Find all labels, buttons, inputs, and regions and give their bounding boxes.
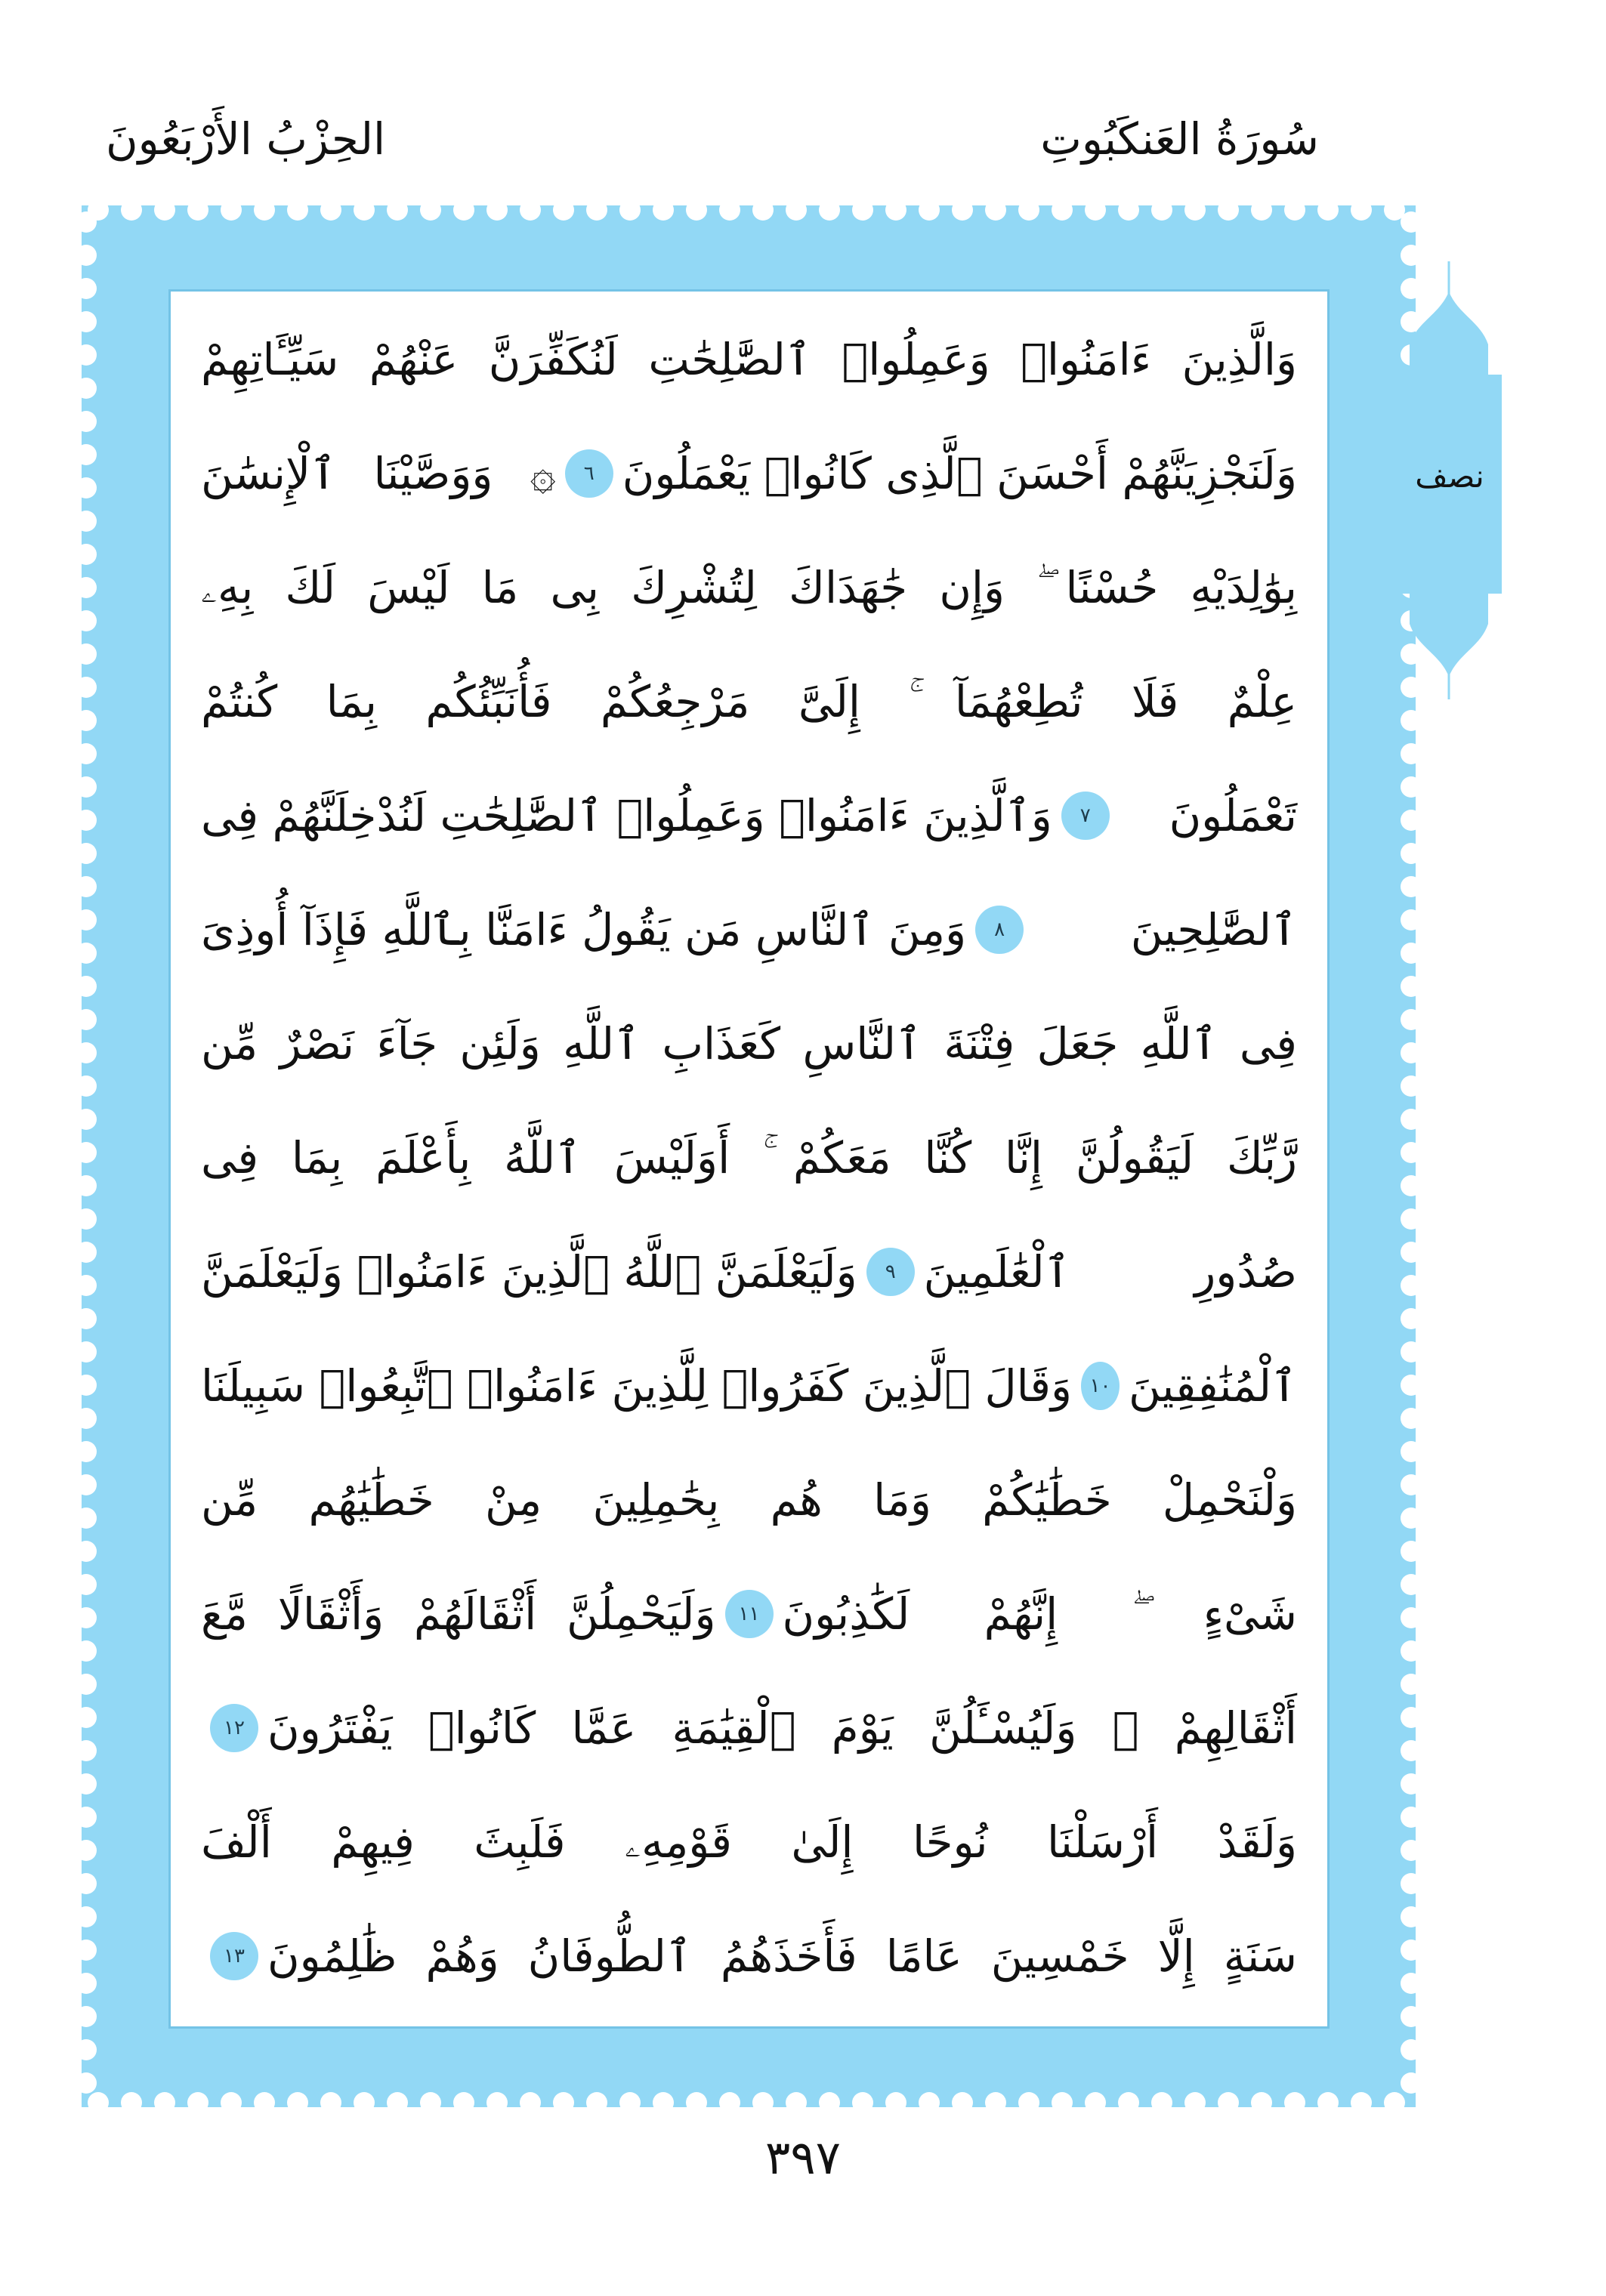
verse-line — [201, 1557, 1297, 1671]
frame-scallop — [1401, 976, 1416, 997]
frame-scallop — [82, 444, 97, 465]
frame-scallop — [82, 876, 97, 897]
frame-scallop — [1401, 1042, 1416, 1063]
frame-scallop — [1401, 776, 1416, 798]
frame-scallop — [121, 205, 142, 221]
frame-scallop — [1251, 2092, 1272, 2107]
frame-scallop — [619, 205, 641, 221]
frame-scallop — [221, 205, 242, 221]
frame-scallop — [719, 2092, 740, 2107]
frame-scallop — [1401, 1574, 1416, 1595]
verse-text: فِى ٱللَّهِ جَعَلَ فِتْنَةَ ٱلنَّاسِ كَعَذَابِ ٱللَّهِ وَلَئِن جَآءَ نَصْرٌ مِّن — [201, 1017, 1297, 1069]
frame-scallop — [82, 1740, 97, 1761]
frame-scallop — [221, 2092, 242, 2107]
frame-scallop — [154, 2092, 175, 2107]
frame-scallop — [82, 976, 97, 997]
ayah-number-marker: ١١ — [725, 1590, 774, 1638]
frame-scallop — [1401, 909, 1416, 930]
frame-scallop — [82, 1109, 97, 1130]
frame-scallop — [82, 1175, 97, 1196]
frame-scallop — [82, 1807, 97, 1828]
frame-scallop — [1018, 2092, 1039, 2107]
verse-line — [201, 1671, 1297, 1785]
verse-text: وَلَيَعْلَمَنَّ ٱللَّهُ ٱلَّذِينَ ءَامَنُوا۟ وَلَيَعْلَمَنَّ — [201, 1245, 857, 1298]
verse-line — [201, 1329, 1297, 1443]
frame-scallop — [320, 205, 341, 221]
frame-scallop — [1401, 1341, 1416, 1362]
frame-scallop — [82, 909, 97, 930]
verse-line — [201, 1214, 1297, 1329]
frame-scallop — [1401, 1109, 1416, 1130]
ayah-number-marker: ٨ — [975, 906, 1024, 954]
frame-scallop — [1218, 205, 1239, 221]
frame-scallop — [1317, 2092, 1339, 2107]
frame-scallop — [1401, 1773, 1416, 1795]
frame-scallop — [82, 1075, 97, 1097]
frame-scallop — [852, 2092, 873, 2107]
frame-scallop — [1401, 943, 1416, 964]
frame-scallop — [82, 1341, 97, 1362]
frame-scallop — [1151, 2092, 1172, 2107]
frame-scallop — [82, 511, 97, 532]
frame-scallop — [786, 2092, 807, 2107]
frame-scallop — [453, 205, 474, 221]
frame-scallop — [82, 1840, 97, 1861]
frame-scallop — [1401, 1208, 1416, 1230]
frame-scallop — [1401, 1607, 1416, 1628]
frame-scallop — [553, 2092, 574, 2107]
frame-scallop — [82, 1508, 97, 1529]
frame-scallop — [686, 205, 707, 221]
verse-line — [201, 758, 1297, 872]
ayah-number-marker: ٧ — [1061, 792, 1110, 840]
frame-scallop — [1401, 1441, 1416, 1462]
frame-scallop — [121, 2092, 142, 2107]
frame-scallop — [1401, 1009, 1416, 1030]
verse-text: تَعْمَلُونَ — [1169, 789, 1297, 841]
frame-scallop — [82, 1208, 97, 1230]
frame-scallop — [1384, 2092, 1405, 2107]
frame-scallop — [82, 1873, 97, 1894]
verse-text: ۞ وَوَصَّيْنَا ٱلْإِنسَٰنَ — [201, 447, 556, 499]
frame-scallop — [387, 205, 408, 221]
frame-scallop — [420, 205, 441, 221]
frame-scallop — [187, 205, 208, 221]
frame-scallop — [82, 245, 97, 266]
frame-scallop — [287, 2092, 308, 2107]
frame-scallop — [1052, 205, 1073, 221]
verse-text: وَقَالَ ٱلَّذِينَ كَفَرُوا۟ لِلَّذِينَ ءَامَنُوا۟ ٱتَّبِعُوا۟ سَبِيلَنَا — [201, 1359, 1073, 1412]
frame-scallop — [786, 205, 807, 221]
verse-text: ٱلْمُنَٰفِقِينَ — [1128, 1359, 1297, 1412]
frame-scallop — [287, 205, 308, 221]
frame-scallop — [1284, 2092, 1305, 2107]
page-number: ٣٩٧ — [765, 2130, 841, 2185]
ayah-number-marker: ١٣ — [210, 1932, 258, 1980]
frame-scallop — [82, 1574, 97, 1595]
frame-scallop — [82, 378, 97, 399]
hizb-quarter-label: نصف — [1415, 458, 1484, 495]
frame-scallop — [82, 2006, 97, 2027]
frame-scallop — [187, 2092, 208, 2107]
frame-scallop — [254, 205, 275, 221]
frame-scallop — [1401, 2072, 1416, 2094]
frame-scallop — [1401, 876, 1416, 897]
frame-scallop — [82, 1640, 97, 1662]
frame-scallop — [82, 344, 97, 366]
frame-scallop — [1401, 1075, 1416, 1097]
frame-scallop — [387, 2092, 408, 2107]
frame-scallop — [919, 205, 940, 221]
frame-scallop — [985, 205, 1006, 221]
frame-scallop — [453, 2092, 474, 2107]
verse-text: وَٱلَّذِينَ ءَامَنُوا۟ وَعَمِلُوا۟ ٱلصَّٰلِحَٰتِ لَنُدْخِلَنَّهُمْ فِى — [201, 789, 1052, 841]
frame-scallop — [885, 2092, 906, 2107]
frame-scallop — [82, 610, 97, 631]
frame-scallop — [82, 1375, 97, 1396]
verse-text: وَمِنَ ٱلنَّاسِ مَن يَقُولُ ءَامَنَّا بِٱللَّهِ فَإِذَآ أُوذِىَ — [201, 903, 967, 955]
frame-scallop — [88, 2092, 109, 2107]
frame-scallop — [354, 2092, 375, 2107]
frame-scallop — [420, 2092, 441, 2107]
frame-scallop — [1151, 205, 1172, 221]
frame-scallop — [486, 205, 508, 221]
frame-scallop — [1118, 205, 1139, 221]
frame-scallop — [1401, 2039, 1416, 2060]
frame-scallop — [520, 205, 541, 221]
frame-scallop — [82, 278, 97, 299]
frame-scallop — [653, 205, 674, 221]
frame-scallop — [1351, 2092, 1372, 2107]
frame-scallop — [1401, 1275, 1416, 1296]
verse-text: عِلْمٌ فَلَا تُطِعْهُمَآ ۚ إِلَىَّ مَرْجِعُكُمْ فَأُنَبِّئُكُم بِمَا كُنتُمْ — [201, 675, 1297, 727]
frame-scallop — [1401, 1640, 1416, 1662]
frame-scallop — [1401, 1873, 1416, 1894]
frame-scallop — [82, 776, 97, 798]
frame-scallop — [1284, 205, 1305, 221]
frame-scallop — [82, 1308, 97, 1329]
verse-line — [201, 644, 1297, 758]
frame-scallop — [254, 2092, 275, 2107]
frame-scallop — [82, 677, 97, 698]
verse-line — [201, 1899, 1297, 2013]
frame-scallop — [1401, 843, 1416, 864]
frame-scallop — [852, 205, 873, 221]
frame-scallop — [1401, 1940, 1416, 1961]
frame-scallop — [82, 1973, 97, 1994]
frame-scallop — [1401, 1508, 1416, 1529]
frame-scallop — [82, 1275, 97, 1296]
frame-scallop — [82, 1042, 97, 1063]
verse-text: أَثْقَالِهِمْ ۖ وَلَيُسْـَٔلُنَّ يَوْمَ ٱلْقِيَٰمَةِ عَمَّا كَانُوا۟ يَفْتَرُونَ — [267, 1702, 1297, 1754]
frame-scallop — [82, 1541, 97, 1562]
verse-text: رَّبِّكَ لَيَقُولُنَّ إِنَّا كُنَّا مَعَكُمْ ۚ أَوَلَيْسَ ٱللَّهُ بِأَعْلَمَ بِمَا فِى — [201, 1131, 1297, 1183]
frame-scallop — [82, 1773, 97, 1795]
frame-scallop — [1118, 2092, 1139, 2107]
frame-scallop — [1018, 205, 1039, 221]
frame-scallop — [553, 205, 574, 221]
frame-scallop — [752, 205, 774, 221]
hizb-title: الحِزْبُ الأَرْبَعُونَ — [106, 113, 386, 165]
frame-scallop — [1401, 710, 1416, 731]
frame-scallop — [819, 2092, 840, 2107]
frame-scallop — [154, 205, 175, 221]
frame-scallop — [1401, 1807, 1416, 1828]
verse-text: شَىْءٍ ۖ إِنَّهُمْ لَكَٰذِبُونَ — [782, 1588, 1297, 1640]
verse-line — [201, 530, 1297, 644]
frame-scallop — [82, 1408, 97, 1429]
frame-scallop — [985, 2092, 1006, 2107]
frame-scallop — [82, 710, 97, 731]
frame-scallop — [82, 1707, 97, 1728]
frame-scallop — [82, 643, 97, 665]
frame-scallop — [686, 2092, 707, 2107]
frame-scallop — [1351, 205, 1372, 221]
frame-scallop — [82, 2039, 97, 2060]
frame-scallop — [82, 743, 97, 764]
verse-text: وَلَيَحْمِلُنَّ أَثْقَالَهُمْ وَأَثْقَالًا مَّعَ — [201, 1588, 716, 1640]
frame-scallop — [82, 1009, 97, 1030]
frame-scallop — [486, 2092, 508, 2107]
verse-text: سَنَةٍ إِلَّا خَمْسِينَ عَامًا فَأَخَذَهُمُ ٱلطُّوفَانُ وَهُمْ ظَٰلِمُونَ — [267, 1930, 1297, 1982]
frame-scallop — [719, 205, 740, 221]
verse-line — [201, 1443, 1297, 1557]
frame-scallop — [1085, 2092, 1106, 2107]
frame-scallop — [1401, 1541, 1416, 1562]
frame-scallop — [82, 943, 97, 964]
frame-scallop — [1401, 1906, 1416, 1927]
frame-scallop — [82, 1474, 97, 1495]
frame-scallop — [1401, 810, 1416, 831]
frame-scallop — [1401, 1175, 1416, 1196]
verse-line — [201, 302, 1297, 416]
ayah-number-marker: ١٠ — [1081, 1362, 1120, 1410]
verse-line — [201, 1100, 1297, 1214]
frame-scallop — [1401, 1308, 1416, 1329]
frame-scallop — [82, 1607, 97, 1628]
frame-scallop — [1401, 1375, 1416, 1396]
frame-scallop — [1401, 1142, 1416, 1163]
frame-scallop — [885, 205, 906, 221]
frame-scallop — [82, 1441, 97, 1462]
frame-scallop — [819, 205, 840, 221]
frame-scallop — [354, 205, 375, 221]
frame-scallop — [82, 311, 97, 332]
ayah-number-marker: ١٢ — [210, 1704, 258, 1752]
frame-scallop — [1218, 2092, 1239, 2107]
frame-scallop — [1317, 205, 1339, 221]
verse-line — [201, 872, 1297, 986]
verse-block — [201, 302, 1297, 2017]
frame-scallop — [952, 205, 973, 221]
frame-scallop — [1401, 743, 1416, 764]
ayah-number-marker: ٦ — [565, 449, 613, 498]
verse-text: وَلَقَدْ أَرْسَلْنَا نُوحًا إِلَىٰ قَوْمِهِۦ فَلَبِثَ فِيهِمْ أَلْفَ — [201, 1816, 1297, 1868]
frame-scallop — [520, 2092, 541, 2107]
frame-scallop — [82, 411, 97, 432]
frame-scallop — [1401, 1474, 1416, 1495]
verse-text: وَلَنَجْزِيَنَّهُمْ أَحْسَنَ ٱلَّذِى كَانُوا۟ يَعْمَلُونَ — [622, 447, 1297, 499]
frame-scallop — [1401, 1242, 1416, 1263]
frame-scallop — [82, 577, 97, 598]
frame-scallop — [1401, 2006, 1416, 2027]
verse-text: ٱلصَّٰلِحِينَ — [1130, 903, 1297, 955]
frame-scallop — [82, 843, 97, 864]
frame-scallop — [82, 810, 97, 831]
verse-line — [201, 1785, 1297, 1899]
verse-line — [201, 416, 1297, 530]
frame-scallop — [653, 2092, 674, 2107]
surah-title: سُورَةُ العَنكَبُوتِ — [1040, 113, 1319, 165]
frame-scallop — [1401, 1674, 1416, 1695]
frame-scallop — [1052, 2092, 1073, 2107]
verse-text: وَالَّذِينَ ءَامَنُوا۟ وَعَمِلُوا۟ ٱلصَّٰلِحَٰتِ لَنُكَفِّرَنَّ عَنْهُمْ سَيِّـَٔاتِهِمْ — [201, 333, 1297, 385]
frame-scallop — [82, 477, 97, 498]
frame-scallop — [1401, 1707, 1416, 1728]
frame-scallop — [82, 1674, 97, 1695]
frame-scallop — [82, 1242, 97, 1263]
frame-scallop — [619, 2092, 641, 2107]
frame-scallop — [82, 544, 97, 565]
frame-scallop — [1401, 1408, 1416, 1429]
verse-text: وَلْنَحْمِلْ خَطَٰيَٰكُمْ وَمَا هُم بِحَٰمِلِينَ مِنْ خَطَٰيَٰهُم مِّن — [201, 1474, 1297, 1526]
frame-scallop — [82, 1142, 97, 1163]
frame-scallop — [82, 1906, 97, 1927]
frame-scallop — [1401, 1973, 1416, 1994]
frame-scallop — [752, 2092, 774, 2107]
frame-scallop — [1251, 205, 1272, 221]
frame-scallop — [1401, 1740, 1416, 1761]
frame-scallop — [82, 2072, 97, 2094]
ayah-number-marker: ٩ — [866, 1248, 915, 1296]
verse-text: بِوَٰلِدَيْهِ حُسْنًا ۖ وَإِن جَٰهَدَاكَ لِتُشْرِكَ بِى مَا لَيْسَ لَكَ بِهِۦ — [201, 561, 1297, 613]
frame-scallop — [952, 2092, 973, 2107]
frame-scallop — [1085, 205, 1106, 221]
frame-scallop — [1184, 205, 1206, 221]
frame-scallop — [586, 2092, 607, 2107]
frame-scallop — [586, 205, 607, 221]
frame-scallop — [919, 2092, 940, 2107]
frame-scallop — [320, 2092, 341, 2107]
verse-text: صُدُورِ ٱلْعَٰلَمِينَ — [923, 1245, 1297, 1298]
verse-line — [201, 986, 1297, 1100]
frame-scallop — [1401, 1840, 1416, 1861]
frame-scallop — [1184, 2092, 1206, 2107]
frame-scallop — [82, 1940, 97, 1961]
